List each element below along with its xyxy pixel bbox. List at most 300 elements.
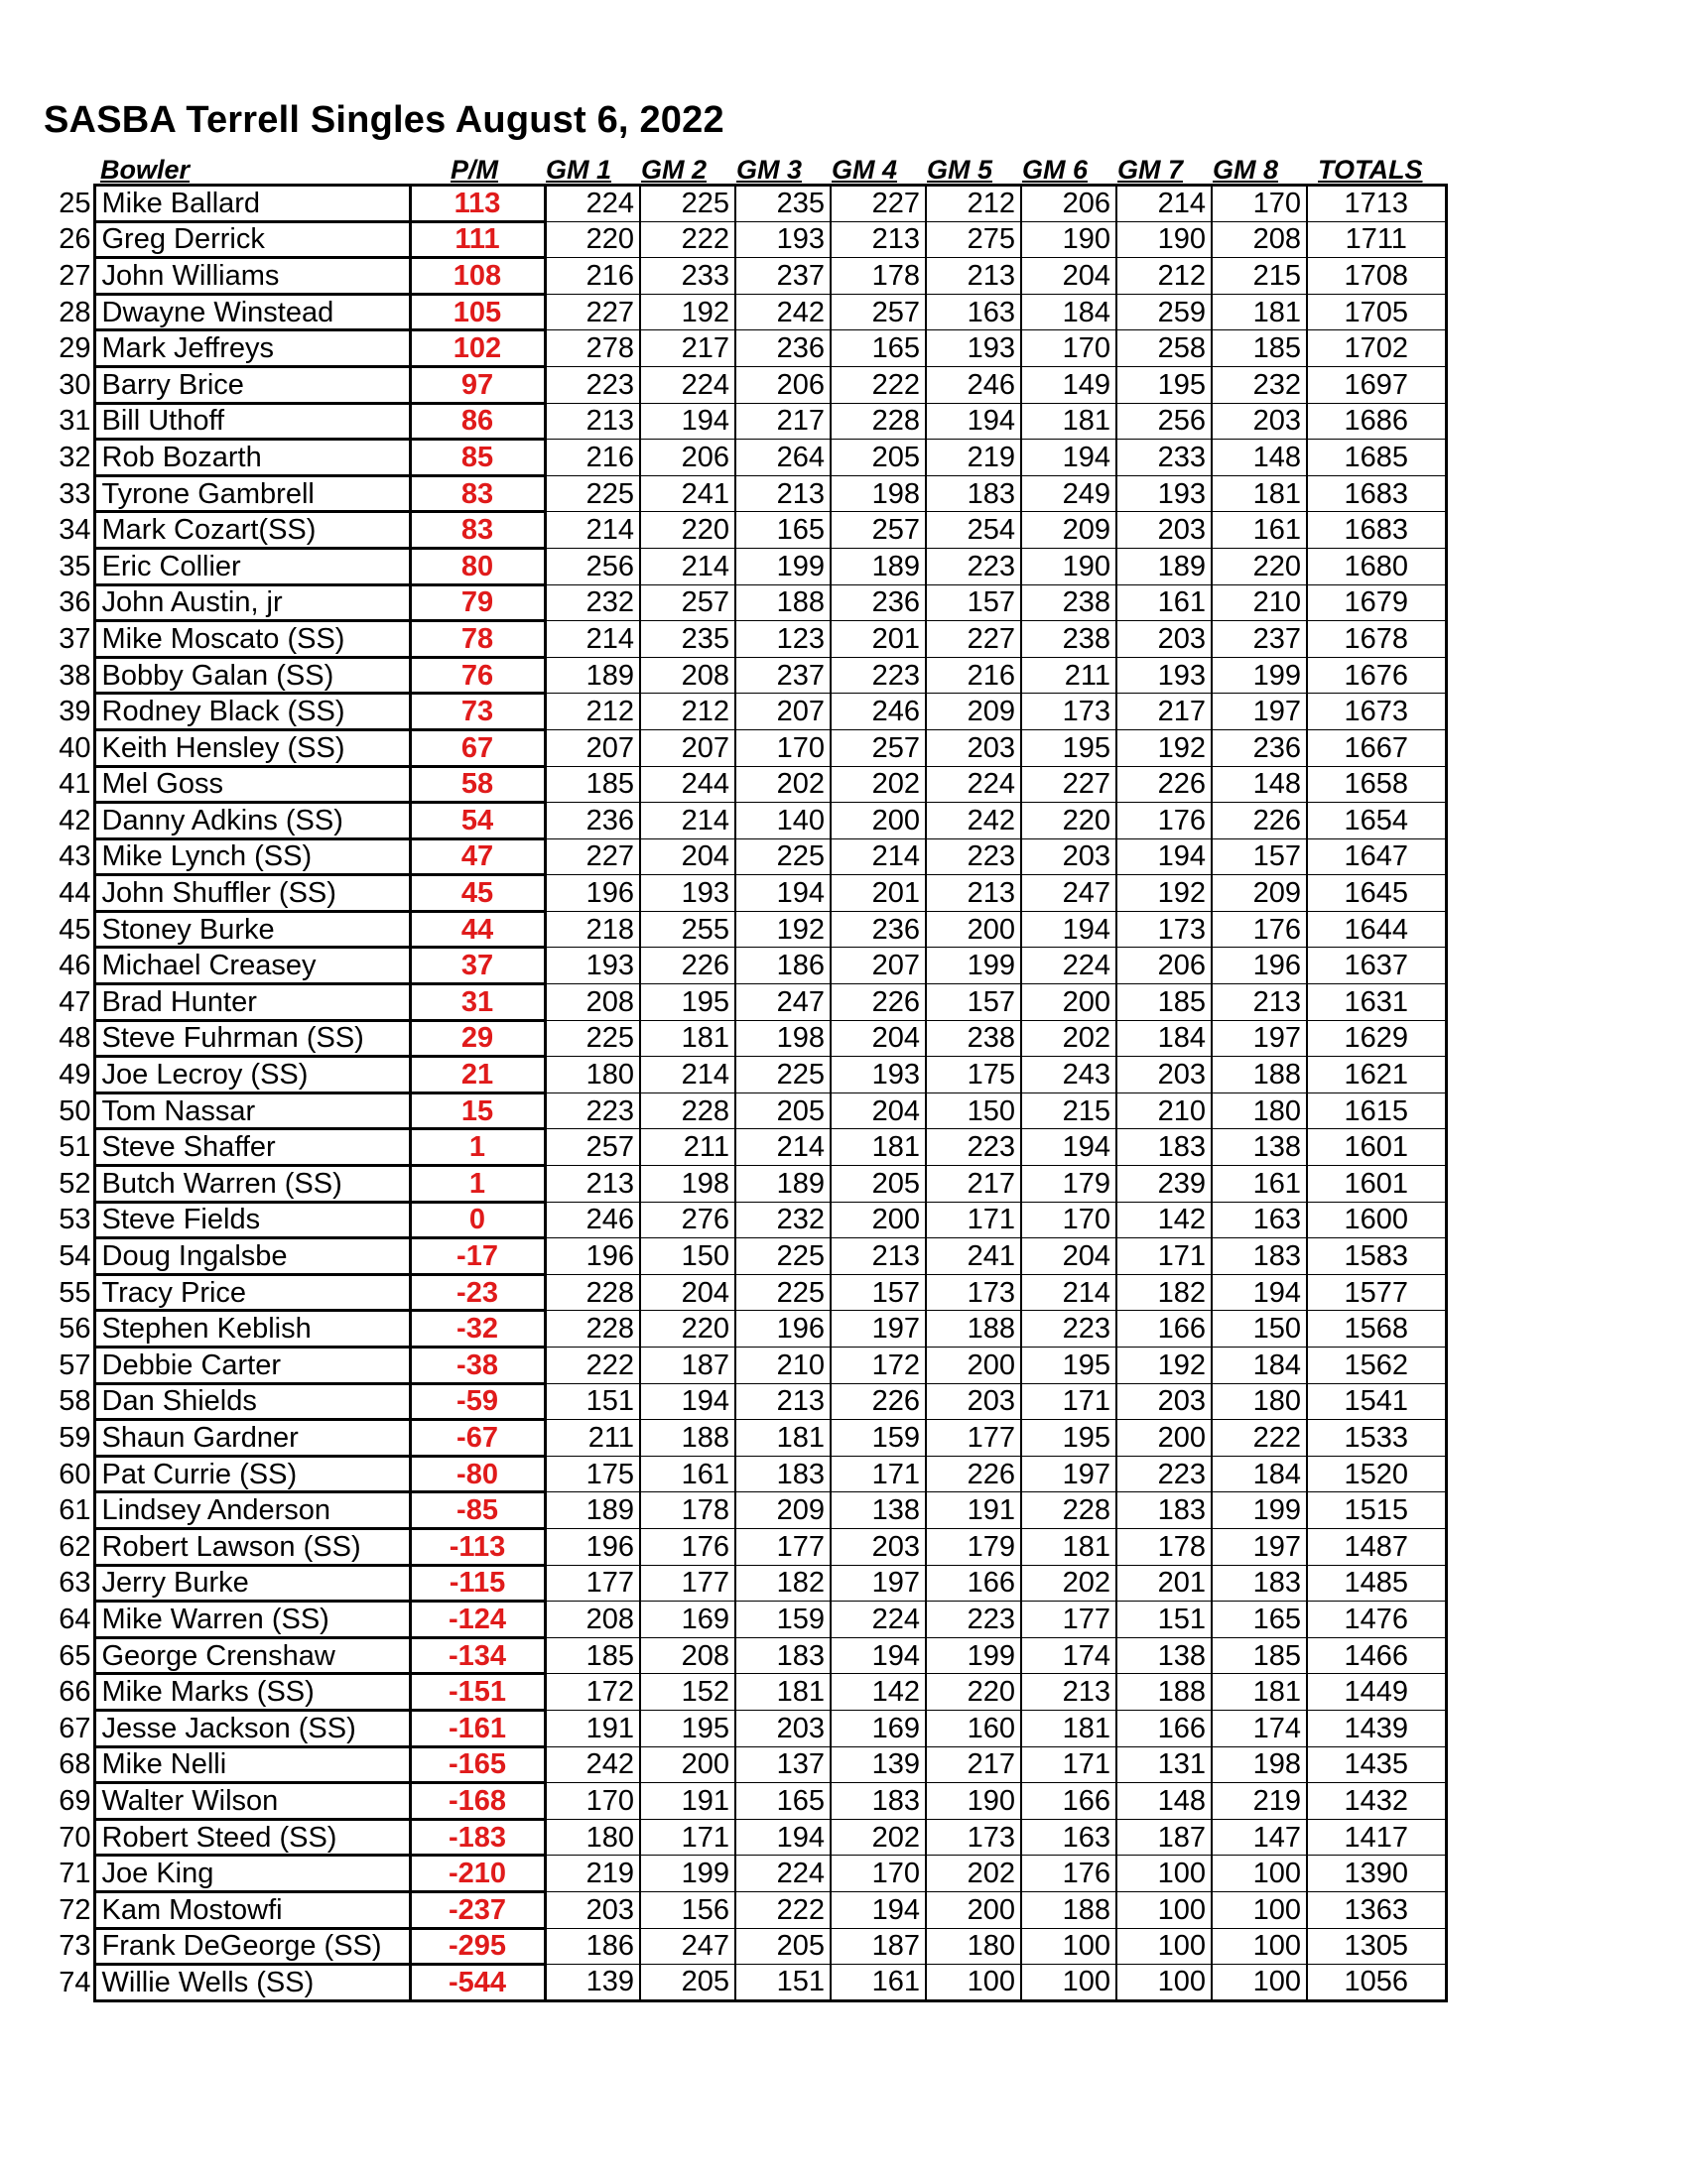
game-1-cell: 177: [545, 1565, 640, 1602]
game-2-cell: 194: [640, 1383, 735, 1420]
game-6-cell: 176: [1021, 1856, 1116, 1892]
game-6-cell: 238: [1021, 621, 1116, 658]
table-row: [40, 1383, 1446, 1420]
game-5-cell: 173: [926, 1274, 1021, 1311]
game-6-cell: 195: [1021, 1420, 1116, 1457]
game-4-cell: 171: [831, 1456, 926, 1492]
total-cell: 1600: [1307, 1202, 1446, 1238]
table-row: [40, 1710, 1446, 1746]
game-2-cell: 204: [640, 1274, 735, 1311]
rank-cell: 27: [59, 259, 91, 292]
plus-minus-cell: 73: [410, 694, 545, 730]
total-cell: 1683: [1307, 512, 1446, 549]
game-6-cell: 184: [1021, 294, 1116, 330]
game-2-cell: 200: [640, 1746, 735, 1783]
game-4-cell: 236: [831, 911, 926, 948]
game-1-cell: 196: [545, 875, 640, 912]
game-5-cell: 216: [926, 657, 1021, 694]
game-5-cell: 242: [926, 803, 1021, 839]
game-5-cell: 183: [926, 475, 1021, 512]
standings-body: [40, 186, 1446, 2001]
total-cell: 1711: [1307, 221, 1446, 258]
game-2-cell: 244: [640, 766, 735, 803]
game-1-cell: 236: [545, 803, 640, 839]
table-row: [40, 294, 1446, 330]
plus-minus-cell: 80: [410, 548, 545, 584]
game-8-cell: 236: [1212, 729, 1307, 766]
bowler-name-cell: Mark Jeffreys: [94, 330, 410, 367]
game-8-cell: 170: [1212, 186, 1307, 222]
table-row: [40, 584, 1446, 621]
game-3-cell: 205: [735, 1928, 831, 1965]
table-row: [40, 1274, 1446, 1311]
game-1-cell: 186: [545, 1928, 640, 1965]
game-4-cell: 201: [831, 875, 926, 912]
game-4-cell: 193: [831, 1057, 926, 1093]
header-totals: TOTALS: [1318, 155, 1423, 185]
game-4-cell: 181: [831, 1129, 926, 1166]
game-1-cell: 185: [545, 1637, 640, 1674]
game-7-cell: 226: [1116, 766, 1212, 803]
bowler-name-cell: Debbie Carter: [94, 1348, 410, 1384]
game-1-cell: 214: [545, 621, 640, 658]
total-cell: 1679: [1307, 584, 1446, 621]
total-cell: 1305: [1307, 1928, 1446, 1965]
plus-minus-cell: -113: [410, 1528, 545, 1565]
game-1-cell: 278: [545, 330, 640, 367]
game-5-cell: 275: [926, 221, 1021, 258]
game-7-cell: 206: [1116, 948, 1212, 984]
bowler-name-cell: Steve Fuhrman (SS): [94, 1020, 410, 1057]
total-cell: 1485: [1307, 1565, 1446, 1602]
rank-cell: 62: [59, 1530, 91, 1563]
game-3-cell: 232: [735, 1202, 831, 1238]
game-2-cell: 156: [640, 1891, 735, 1928]
game-2-cell: 207: [640, 729, 735, 766]
bowler-name-cell: Rodney Black (SS): [94, 694, 410, 730]
table-row: [40, 1965, 1446, 2001]
game-1-cell: 189: [545, 1492, 640, 1529]
bowler-name-cell: George Crenshaw: [94, 1637, 410, 1674]
table-row: [40, 1783, 1446, 1820]
game-3-cell: 194: [735, 1819, 831, 1856]
bowler-name-cell: Mike Nelli: [94, 1746, 410, 1783]
game-2-cell: 171: [640, 1819, 735, 1856]
game-7-cell: 100: [1116, 1856, 1212, 1892]
game-1-cell: 225: [545, 1020, 640, 1057]
game-7-cell: 189: [1116, 548, 1212, 584]
table-row: [40, 729, 1446, 766]
game-6-cell: 195: [1021, 1348, 1116, 1384]
game-3-cell: 198: [735, 1020, 831, 1057]
game-5-cell: 194: [926, 403, 1021, 440]
table-row: [40, 330, 1446, 367]
plus-minus-cell: 111: [410, 221, 545, 258]
game-7-cell: 201: [1116, 1565, 1212, 1602]
rank-cell: 36: [59, 586, 91, 619]
game-6-cell: 197: [1021, 1456, 1116, 1492]
game-1-cell: 213: [545, 1166, 640, 1203]
game-1-cell: 212: [545, 694, 640, 730]
table-row: [40, 1238, 1446, 1275]
plus-minus-cell: 85: [410, 440, 545, 476]
plus-minus-cell: -32: [410, 1311, 545, 1348]
game-7-cell: 259: [1116, 294, 1212, 330]
rank-cell: 49: [59, 1059, 91, 1092]
game-4-cell: 178: [831, 258, 926, 295]
game-3-cell: 183: [735, 1637, 831, 1674]
game-6-cell: 181: [1021, 403, 1116, 440]
game-8-cell: 150: [1212, 1311, 1307, 1348]
bowler-name-cell: Barry Brice: [94, 366, 410, 403]
game-1-cell: 213: [545, 403, 640, 440]
game-5-cell: 199: [926, 1637, 1021, 1674]
plus-minus-cell: 31: [410, 984, 545, 1021]
game-7-cell: 217: [1116, 694, 1212, 730]
rank-cell: 41: [59, 768, 91, 801]
total-cell: 1644: [1307, 911, 1446, 948]
game-1-cell: 211: [545, 1420, 640, 1457]
bowler-name-cell: Stephen Keblish: [94, 1311, 410, 1348]
table-row: [40, 1348, 1446, 1384]
rank-cell: 61: [59, 1494, 91, 1527]
total-cell: 1466: [1307, 1637, 1446, 1674]
game-7-cell: 171: [1116, 1238, 1212, 1275]
rank-cell: 38: [59, 659, 91, 692]
total-cell: 1680: [1307, 548, 1446, 584]
game-2-cell: 211: [640, 1129, 735, 1166]
plus-minus-cell: -38: [410, 1348, 545, 1384]
game-7-cell: 200: [1116, 1420, 1212, 1457]
game-8-cell: 181: [1212, 475, 1307, 512]
game-1-cell: 180: [545, 1819, 640, 1856]
game-8-cell: 237: [1212, 621, 1307, 658]
game-3-cell: 217: [735, 403, 831, 440]
game-8-cell: 197: [1212, 1528, 1307, 1565]
game-8-cell: 147: [1212, 1819, 1307, 1856]
game-3-cell: 236: [735, 330, 831, 367]
game-2-cell: 169: [640, 1602, 735, 1638]
game-5-cell: 157: [926, 584, 1021, 621]
game-8-cell: 184: [1212, 1348, 1307, 1384]
game-3-cell: 183: [735, 1456, 831, 1492]
bowler-name-cell: Mike Marks (SS): [94, 1674, 410, 1711]
game-2-cell: 224: [640, 366, 735, 403]
bowler-name-cell: Robert Lawson (SS): [94, 1528, 410, 1565]
game-5-cell: 203: [926, 729, 1021, 766]
table-row: [40, 1674, 1446, 1711]
rank-cell: 39: [59, 696, 91, 728]
bowler-name-cell: Mike Moscato (SS): [94, 621, 410, 658]
plus-minus-cell: 86: [410, 403, 545, 440]
game-6-cell: 223: [1021, 1311, 1116, 1348]
bowler-name-cell: Tyrone Gambrell: [94, 475, 410, 512]
plus-minus-cell: 108: [410, 258, 545, 295]
rank-cell: 53: [59, 1204, 91, 1236]
plus-minus-cell: -165: [410, 1746, 545, 1783]
bowler-name-cell: Danny Adkins (SS): [94, 803, 410, 839]
game-2-cell: 194: [640, 403, 735, 440]
game-6-cell: 220: [1021, 803, 1116, 839]
bowler-name-cell: Kam Mostowfi: [94, 1891, 410, 1928]
page-title: SASBA Terrell Singles August 6, 2022: [44, 99, 724, 141]
game-7-cell: 100: [1116, 1928, 1212, 1965]
game-6-cell: 238: [1021, 584, 1116, 621]
game-6-cell: 190: [1021, 221, 1116, 258]
rank-cell: 44: [59, 877, 91, 910]
bowler-name-cell: Mark Cozart(SS): [94, 512, 410, 549]
game-8-cell: 194: [1212, 1274, 1307, 1311]
rank-cell: 52: [59, 1167, 91, 1200]
plus-minus-cell: 54: [410, 803, 545, 839]
table-row: [40, 1020, 1446, 1057]
plus-minus-cell: -115: [410, 1565, 545, 1602]
game-8-cell: 219: [1212, 1783, 1307, 1820]
rank-cell: 74: [59, 1966, 91, 1998]
game-2-cell: 176: [640, 1528, 735, 1565]
game-5-cell: 203: [926, 1383, 1021, 1420]
total-cell: 1568: [1307, 1311, 1446, 1348]
game-8-cell: 222: [1212, 1420, 1307, 1457]
game-4-cell: 204: [831, 1092, 926, 1129]
game-8-cell: 100: [1212, 1856, 1307, 1892]
bowler-name-cell: Mike Warren (SS): [94, 1602, 410, 1638]
game-3-cell: 186: [735, 948, 831, 984]
game-5-cell: 241: [926, 1238, 1021, 1275]
bowler-name-cell: John Williams: [94, 258, 410, 295]
total-cell: 1647: [1307, 838, 1446, 875]
game-8-cell: 232: [1212, 366, 1307, 403]
game-2-cell: 208: [640, 1637, 735, 1674]
bowler-name-cell: Mike Lynch (SS): [94, 838, 410, 875]
game-5-cell: 193: [926, 330, 1021, 367]
game-7-cell: 203: [1116, 1383, 1212, 1420]
game-1-cell: 227: [545, 294, 640, 330]
game-3-cell: 209: [735, 1492, 831, 1529]
game-6-cell: 228: [1021, 1492, 1116, 1529]
game-5-cell: 212: [926, 186, 1021, 222]
game-4-cell: 257: [831, 294, 926, 330]
rank-cell: 43: [59, 840, 91, 873]
game-2-cell: 181: [640, 1020, 735, 1057]
game-1-cell: 175: [545, 1456, 640, 1492]
game-7-cell: 192: [1116, 1348, 1212, 1384]
table-row: [40, 1166, 1446, 1203]
game-2-cell: 204: [640, 838, 735, 875]
plus-minus-cell: -168: [410, 1783, 545, 1820]
game-5-cell: 200: [926, 1891, 1021, 1928]
plus-minus-cell: 113: [410, 186, 545, 222]
game-5-cell: 202: [926, 1856, 1021, 1892]
game-8-cell: 181: [1212, 294, 1307, 330]
bowler-name-cell: Michael Creasey: [94, 948, 410, 984]
game-2-cell: 195: [640, 984, 735, 1021]
bowler-name-cell: Jesse Jackson (SS): [94, 1710, 410, 1746]
total-cell: 1583: [1307, 1238, 1446, 1275]
table-row: [40, 1856, 1446, 1892]
game-6-cell: 195: [1021, 729, 1116, 766]
game-7-cell: 195: [1116, 366, 1212, 403]
header-game-4: GM 4: [832, 155, 898, 185]
game-3-cell: 213: [735, 475, 831, 512]
total-cell: 1621: [1307, 1057, 1446, 1093]
game-3-cell: 192: [735, 911, 831, 948]
column-header-row: [0, 155, 1688, 185]
rank-cell: 26: [59, 223, 91, 256]
game-1-cell: 222: [545, 1348, 640, 1384]
rank-cell: 67: [59, 1712, 91, 1744]
game-2-cell: 195: [640, 1710, 735, 1746]
table-row: [40, 1746, 1446, 1783]
game-7-cell: 223: [1116, 1456, 1212, 1492]
game-5-cell: 163: [926, 294, 1021, 330]
game-2-cell: 222: [640, 221, 735, 258]
game-5-cell: 223: [926, 548, 1021, 584]
game-5-cell: 223: [926, 1602, 1021, 1638]
game-3-cell: 264: [735, 440, 831, 476]
game-3-cell: 210: [735, 1348, 831, 1384]
game-1-cell: 232: [545, 584, 640, 621]
game-1-cell: 193: [545, 948, 640, 984]
rank-cell: 50: [59, 1094, 91, 1127]
game-6-cell: 171: [1021, 1746, 1116, 1783]
table-row: [40, 1129, 1446, 1166]
rank-cell: 40: [59, 731, 91, 764]
game-8-cell: 203: [1212, 403, 1307, 440]
game-6-cell: 177: [1021, 1602, 1116, 1638]
plus-minus-cell: -161: [410, 1710, 545, 1746]
bowler-name-cell: Jerry Burke: [94, 1565, 410, 1602]
table-row: [40, 1456, 1446, 1492]
plus-minus-cell: 105: [410, 294, 545, 330]
bowler-name-cell: Rob Bozarth: [94, 440, 410, 476]
game-3-cell: 151: [735, 1965, 831, 2001]
game-7-cell: 173: [1116, 911, 1212, 948]
game-7-cell: 210: [1116, 1092, 1212, 1129]
total-cell: 1697: [1307, 366, 1446, 403]
game-6-cell: 203: [1021, 838, 1116, 875]
game-2-cell: 188: [640, 1420, 735, 1457]
table-row: [40, 1202, 1446, 1238]
game-8-cell: 161: [1212, 512, 1307, 549]
game-3-cell: 140: [735, 803, 831, 839]
total-cell: 1601: [1307, 1166, 1446, 1203]
rank-cell: 66: [59, 1676, 91, 1709]
game-4-cell: 194: [831, 1891, 926, 1928]
game-4-cell: 139: [831, 1746, 926, 1783]
game-5-cell: 188: [926, 1311, 1021, 1348]
standings-table: [40, 184, 1448, 2002]
game-6-cell: 194: [1021, 440, 1116, 476]
rank-cell: 54: [59, 1240, 91, 1273]
total-cell: 1676: [1307, 657, 1446, 694]
plus-minus-cell: 67: [410, 729, 545, 766]
game-2-cell: 199: [640, 1856, 735, 1892]
game-2-cell: 276: [640, 1202, 735, 1238]
game-2-cell: 228: [640, 1092, 735, 1129]
game-8-cell: 220: [1212, 548, 1307, 584]
total-cell: 1686: [1307, 403, 1446, 440]
game-3-cell: 194: [735, 875, 831, 912]
game-5-cell: 173: [926, 1819, 1021, 1856]
game-8-cell: 148: [1212, 766, 1307, 803]
bowler-name-cell: Bill Uthoff: [94, 403, 410, 440]
game-5-cell: 219: [926, 440, 1021, 476]
rank-cell: 57: [59, 1349, 91, 1381]
game-2-cell: 214: [640, 548, 735, 584]
plus-minus-cell: -134: [410, 1637, 545, 1674]
total-cell: 1708: [1307, 258, 1446, 295]
game-4-cell: 213: [831, 1238, 926, 1275]
total-cell: 1435: [1307, 1746, 1446, 1783]
game-8-cell: 100: [1212, 1891, 1307, 1928]
game-4-cell: 138: [831, 1492, 926, 1529]
total-cell: 1562: [1307, 1348, 1446, 1384]
game-6-cell: 209: [1021, 512, 1116, 549]
plus-minus-cell: -23: [410, 1274, 545, 1311]
plus-minus-cell: 83: [410, 512, 545, 549]
game-2-cell: 225: [640, 186, 735, 222]
game-6-cell: 224: [1021, 948, 1116, 984]
game-6-cell: 188: [1021, 1891, 1116, 1928]
game-1-cell: 172: [545, 1674, 640, 1711]
game-4-cell: 207: [831, 948, 926, 984]
game-1-cell: 225: [545, 475, 640, 512]
game-1-cell: 256: [545, 548, 640, 584]
rank-cell: 59: [59, 1421, 91, 1454]
game-6-cell: 170: [1021, 1202, 1116, 1238]
game-8-cell: 184: [1212, 1456, 1307, 1492]
total-cell: 1683: [1307, 475, 1446, 512]
game-4-cell: 228: [831, 403, 926, 440]
table-row: [40, 1637, 1446, 1674]
game-3-cell: 165: [735, 1783, 831, 1820]
game-3-cell: 123: [735, 621, 831, 658]
table-row: [40, 1891, 1446, 1928]
game-4-cell: 161: [831, 1965, 926, 2001]
game-7-cell: 212: [1116, 258, 1212, 295]
bowler-name-cell: Stoney Burke: [94, 911, 410, 948]
game-8-cell: 100: [1212, 1928, 1307, 1965]
bowler-name-cell: Bobby Galan (SS): [94, 657, 410, 694]
game-6-cell: 249: [1021, 475, 1116, 512]
table-row: [40, 1420, 1446, 1457]
game-7-cell: 188: [1116, 1674, 1212, 1711]
game-5-cell: 217: [926, 1166, 1021, 1203]
game-3-cell: 206: [735, 366, 831, 403]
game-6-cell: 179: [1021, 1166, 1116, 1203]
game-5-cell: 227: [926, 621, 1021, 658]
game-6-cell: 204: [1021, 1238, 1116, 1275]
rank-cell: 63: [59, 1567, 91, 1600]
table-row: [40, 403, 1446, 440]
game-3-cell: 225: [735, 1057, 831, 1093]
game-3-cell: 237: [735, 657, 831, 694]
game-3-cell: 205: [735, 1092, 831, 1129]
table-row: [40, 1928, 1446, 1965]
table-row: [40, 984, 1446, 1021]
game-7-cell: 193: [1116, 475, 1212, 512]
game-5-cell: 179: [926, 1528, 1021, 1565]
game-8-cell: 100: [1212, 1965, 1307, 2001]
game-3-cell: 188: [735, 584, 831, 621]
rank-cell: 32: [59, 441, 91, 473]
game-6-cell: 202: [1021, 1020, 1116, 1057]
header-game-1: GM 1: [546, 155, 612, 185]
total-cell: 1705: [1307, 294, 1446, 330]
game-7-cell: 192: [1116, 875, 1212, 912]
game-7-cell: 151: [1116, 1602, 1212, 1638]
